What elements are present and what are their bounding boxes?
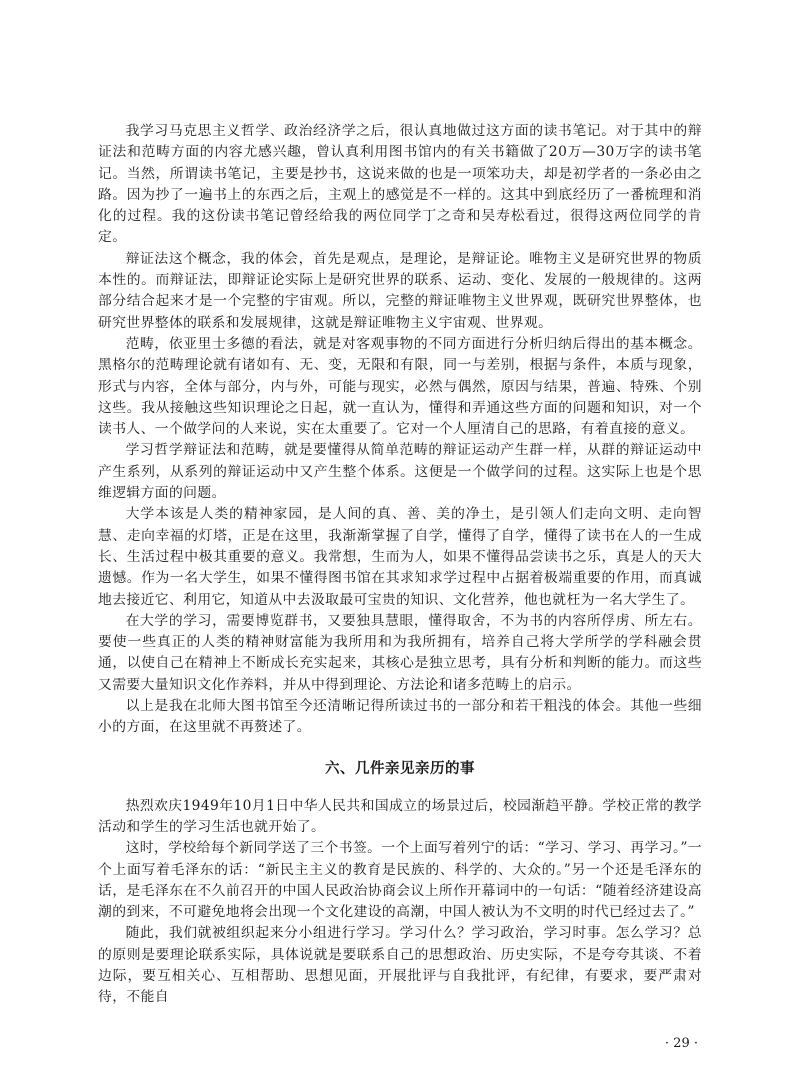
page-body [98, 121, 702, 1009]
body-paragraph: 热烈欢庆1949年10月1日中华人民共和国成立的场景过后，校园渐趋平静。学校正常的教学活动和学生的学习生活也就开始了。 [98, 797, 702, 835]
body-paragraph: 在大学的学习，需要博览群书，又要独具慧眼，懂得取舍，不为书的内容所俘虏、所左右。要使一些真正的人类的精神财富能为我所用和为我所拥有，培养自己将大学所学的学科融会贯通，以使自己在精神上不断成长充实起来，其核心是独立思考，具有分析和判断的能力。而这些又需要大量知识文化作养料，并从中得到理论、方法论和诸多范畴上的启示。 [98, 612, 702, 693]
body-paragraph: 以上是我在北师大图书馆至今还清晰记得所读过书的一部分和若干粗浅的体会。其他一些细小的方面，在这里就不再赘述了。 [98, 698, 702, 736]
section-heading: 六、几件亲见亲历的事 [325, 760, 475, 777]
body-paragraph: 范畴，依亚里士多德的看法，就是对客观事物的不同方面进行分析归纳后得出的基本概念。黑格尔的范畴理论就有诸如有、无、变，无限和有限，同一与差别，根据与条件，本质与现象，形式与内容，全体与部分，内与外，可能与现实，必然与偶然，原因与结果，普遍、特殊、个别这些。我从接触这些知识理论之日起，就一直认为，懂得和弄通这些方面的问题和知识，对一个读书人、一个做学问的人来说，实在太重要了。它对一个人厘清自己的思路，有着直接的意义。 [98, 335, 702, 438]
body-paragraph: 这时，学校给每个新同学送了三个书签。一个上面写着列宁的话：“学习、学习、再学习。”一个上面写着毛泽东的话：“新民主主义的教育是民族的、科学的、大众的。”另一个还是毛泽东的话，是毛泽东在不久前召开的中国人民政治协商会议上所作开幕词中的一句话：“随着经济建设高潮的到来，不可避免地将会出现一个文化建设的高潮，中国人被认为不文明的时代已经过去了。” [98, 840, 702, 921]
body-paragraph: 我学习马克思主义哲学、政治经济学之后，很认真地做过这方面的读书笔记。对于其中的辩证法和范畴方面的内容尤感兴趣，曾认真利用图书馆内的有关书籍做了20万—30万字的读书笔记。当然，所谓读书笔记，主要是抄书，这说来做的也是一项笨功夫，却是初学者的一条必由之路。因为抄了一遍书上的东西之后，主观上的感觉是不一样的。这其中到底经历了一番梳理和消化的过程。我的这份读书笔记曾经给我的两位同学丁之奇和吴寿松看过，很得这两位同学的肯定。 [98, 123, 702, 246]
page-number: · 29 · [664, 1036, 698, 1051]
body-paragraph: 学习哲学辩证法和范畴，就是要懂得从简单范畴的辩证运动产生群一样，从群的辩证运动中产生系列，从系列的辩证运动中又产生整个体系。这便是一个做学问的过程。这实际上也是个思维逻辑方面的问题。 [98, 442, 702, 502]
body-paragraph: 大学本该是人类的精神家园，是人间的真、善、美的净土，是引领人们走向文明、走向智慧、走向幸福的灯塔，正是在这里，我渐渐掌握了自学，懂得了自学，懂得了读书在人的一生成长、生活过程中极其重要的意义。我常想，生而为人，如果不懂得品尝读书之乐，真是人的天大遗憾。作为一名大学生，如果不懂得图书馆在其求知求学过程中占据着极端重要的作用，而真诚地去接近它、利用它，知道从中去汲取最可宝贵的知识、文化营养，他也就枉为一名大学生了。 [98, 506, 702, 608]
body-paragraph: 辩证法这个概念，我的体会，首先是观点，是理论，是辩证论。唯物主义是研究世界的物质本性的。而辩证法，即辩证论实际上是研究世界的联系、运动、变化、发展的一般规律的。这两部分结合起来才是一个完整的宇宙观。所以，完整的辩证唯物主义世界观，既研究世界整体，也研究世界整体的联系和发展规律，这就是辩证唯物主义宇宙观、世界观。 [98, 250, 702, 331]
body-paragraph: 随此，我们就被组织起来分小组进行学习。学习什么？学习政治，学习时事。怎么学习？总的原则是要理论联系实际，具体说就是要联系自己的思想政治、历史实际，不是夸夸其谈、不着边际，要互相关心、互相帮助、思想见面，开展批评与自我批评，有纪律，有要求，要严肃对待，不能自 [98, 925, 702, 1006]
